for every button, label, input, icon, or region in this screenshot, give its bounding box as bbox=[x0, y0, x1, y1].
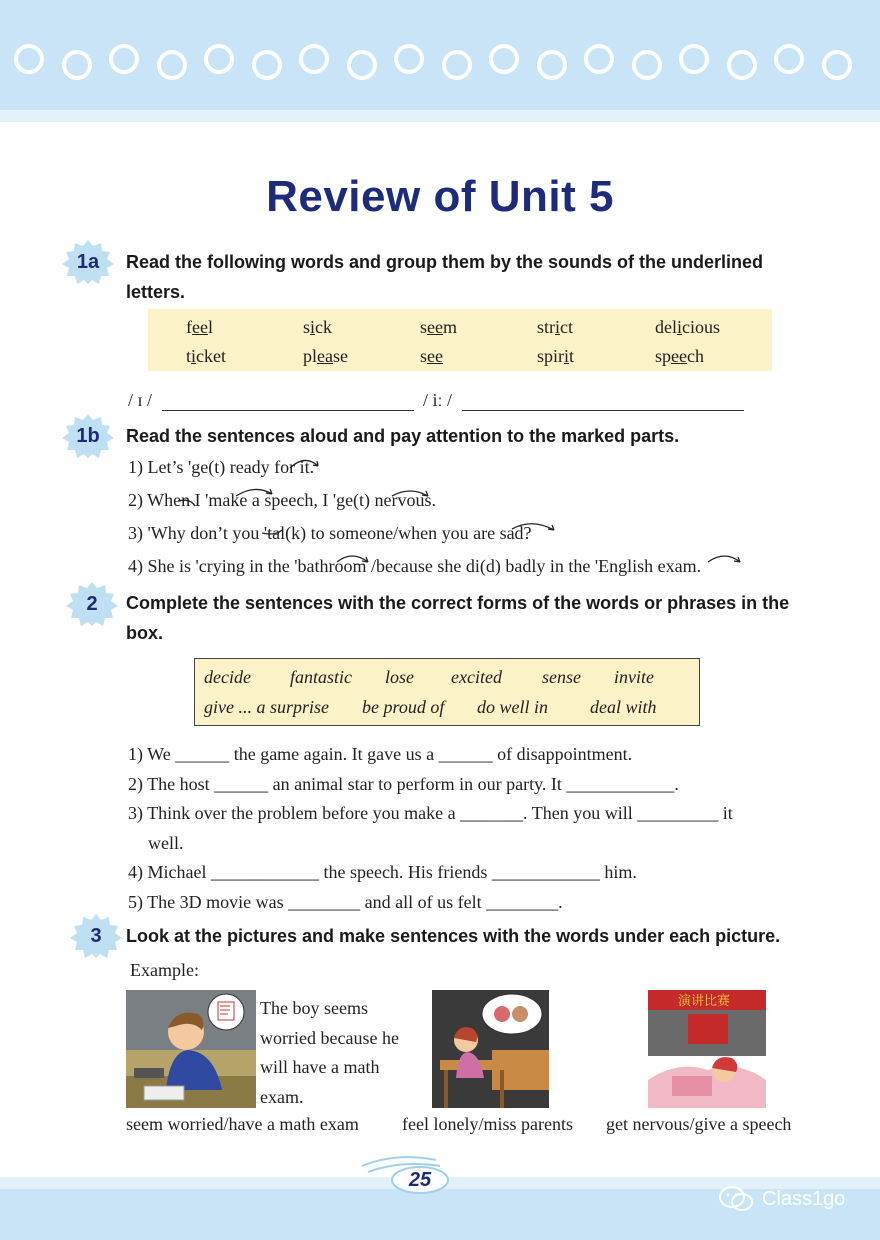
picture-lonely-girl bbox=[432, 990, 549, 1108]
section-badge-3: 3 bbox=[70, 914, 122, 958]
phrase-sense: sense bbox=[542, 667, 581, 687]
sentence-1b-2: 2) When I 'make a speech, I 'ge(t) nervous. bbox=[128, 490, 437, 510]
word-sick: sick bbox=[303, 317, 333, 337]
word-please: please bbox=[303, 346, 348, 366]
ring-ornament bbox=[109, 44, 139, 74]
section-3-instruction: Look at the pictures and make sentences with the words under each picture. bbox=[126, 926, 781, 946]
sentence-2-3: 3) Think over the problem before you make a _______. Then you will _________ it bbox=[128, 803, 733, 823]
wechat-icon bbox=[718, 1185, 754, 1213]
sentence-2-5: 5) The 3D movie was ________ and all of us felt ________. bbox=[128, 892, 563, 912]
section-badge-2: 2 bbox=[66, 582, 118, 626]
ring-ornament bbox=[679, 44, 709, 74]
phrase-deal-with: deal with bbox=[590, 697, 657, 717]
ring-ornament bbox=[204, 44, 234, 74]
long-i-answer-blank[interactable] bbox=[462, 410, 744, 411]
section-badge-1b: 1b bbox=[62, 414, 114, 458]
word-strict: strict bbox=[537, 317, 574, 337]
phrase-fantastic: fantastic bbox=[290, 667, 352, 687]
liaison-arcs bbox=[0, 440, 880, 580]
ring-ornament bbox=[822, 50, 852, 80]
sentence-1b-3: 3) 'Why don’t you 'tal(k) to someone/when you are sad? bbox=[128, 523, 532, 543]
watermark-text: Class1go bbox=[762, 1187, 846, 1210]
sentence-2-1: 1) We ______ the game again. It gave us a ______ of disappointment. bbox=[128, 744, 633, 764]
ring-ornament bbox=[394, 44, 424, 74]
sentence-2-4: 4) Michael ____________ the speech. His friends ____________ him. bbox=[128, 862, 637, 882]
watermark bbox=[718, 1182, 845, 1216]
ring-ornament bbox=[442, 50, 472, 80]
picture-nervous-girl bbox=[648, 990, 766, 1108]
phrase-lose: lose bbox=[385, 667, 414, 687]
ring-ornament bbox=[252, 50, 282, 80]
example-sentence: The boy seems worried because he will have a math exam. bbox=[260, 998, 399, 1107]
long-i-label: / iː / bbox=[423, 390, 453, 410]
ring-ornament bbox=[537, 50, 567, 80]
section-badge-1a: 1a bbox=[62, 240, 114, 284]
caption-picture-2: feel lonely/miss parents bbox=[402, 1114, 573, 1134]
ring-ornament bbox=[14, 44, 44, 74]
ring-ornament bbox=[584, 44, 614, 74]
ring-ornament bbox=[299, 44, 329, 74]
phrase-invite: invite bbox=[614, 667, 654, 687]
section-2-instruction: Complete the sentences with the correct forms of the words or phrases in the box. bbox=[126, 593, 790, 643]
word-speech: speech bbox=[655, 346, 704, 366]
short-i-answer-blank[interactable] bbox=[162, 410, 414, 411]
sentence-1b-1: 1) Let’s 'ge(t) ready for it. bbox=[128, 457, 315, 477]
word-feel: feel bbox=[186, 317, 213, 337]
word-seem: seem bbox=[420, 317, 458, 337]
word-spirit: spirit bbox=[537, 346, 575, 366]
sentence-2-2: 2) The host ______ an animal star to perform in our party. It ____________. bbox=[128, 774, 679, 794]
phrase-excited: excited bbox=[451, 667, 502, 687]
phrase-do-well-in: do well in bbox=[477, 697, 548, 717]
word-ticket: ticket bbox=[186, 346, 227, 366]
section-1a-instruction: Read the following words and group them by the sounds of the underlined letters. bbox=[126, 252, 764, 302]
caption-picture-3: get nervous/give a speech bbox=[606, 1114, 792, 1134]
ring-ornament bbox=[157, 50, 187, 80]
sentence-1b-4: 4) She is 'crying in the 'bathroom /because she di(d) badly in the 'English exam. bbox=[128, 556, 702, 576]
ring-ornament bbox=[632, 50, 662, 80]
section-1b-instruction: Read the sentences aloud and pay attention to the marked parts. bbox=[126, 426, 680, 446]
phrase-give-a-surprise: give ... a surprise bbox=[204, 697, 329, 717]
phrase-be-proud-of: be proud of bbox=[362, 697, 445, 717]
page-title: Review of Unit 5 bbox=[266, 172, 614, 221]
sentence-2-3-cont: well. bbox=[148, 833, 184, 853]
caption-picture-1: seem worried/have a math exam bbox=[126, 1114, 359, 1134]
phrase-box bbox=[194, 658, 700, 726]
ring-ornament bbox=[347, 50, 377, 80]
phrase-decide: decide bbox=[204, 667, 251, 687]
sign-text: 演讲比赛 bbox=[678, 994, 731, 1009]
page-number: 25 bbox=[408, 1169, 432, 1191]
top-band-stripe bbox=[0, 110, 880, 122]
picture-worried-boy bbox=[126, 990, 256, 1108]
ring-ornament bbox=[727, 50, 757, 80]
word-delicious: delicious bbox=[655, 317, 721, 337]
word-box bbox=[148, 309, 772, 371]
ring-ornament bbox=[774, 44, 804, 74]
ring-ornament bbox=[62, 50, 92, 80]
ring-ornament bbox=[489, 44, 519, 74]
word-see: see bbox=[420, 346, 443, 366]
example-label: Example: bbox=[130, 960, 199, 980]
short-i-label: / ɪ / bbox=[128, 390, 153, 410]
